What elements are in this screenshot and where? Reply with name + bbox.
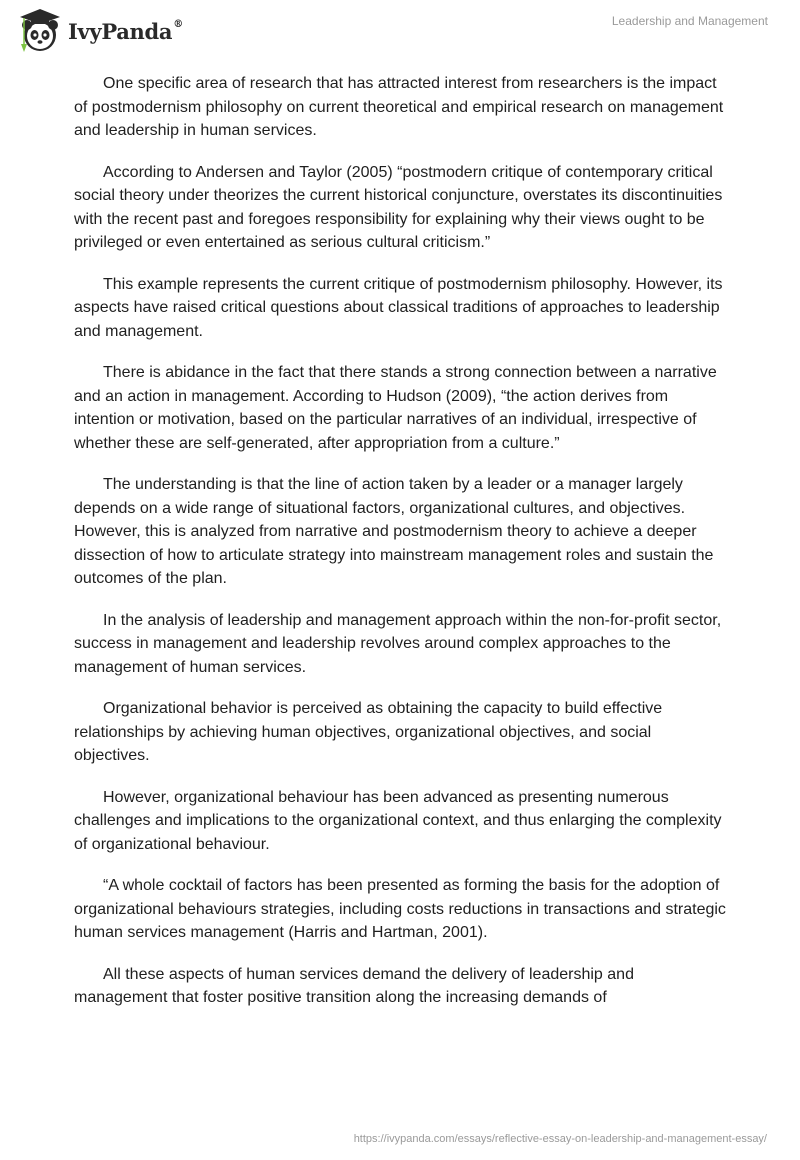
paragraph: Organizational behavior is perceived as obtaining the capacity to build effective relationships by achieving human objectives, organizational objectives, and social objectives. xyxy=(74,700,663,764)
paragraph: All these aspects of human services demand the delivery of leadership and management that foster positive transition along the increasing demands of xyxy=(74,965,634,1006)
essay-body xyxy=(74,72,730,1028)
paragraph: There is abidance in the fact that there stands a strong connection between a narrative and an action in management. According to Hudson (2009), “the action derives from intention or motivation, based on the particular narratives of an individual, irrespective of whether these are self-generated, after appropriation from a culture.” xyxy=(74,364,717,452)
brand-name: IvyPanda® xyxy=(68,18,183,44)
document-title: Leadership and Management xyxy=(611,14,768,28)
source-url[interactable]: https://ivypanda.com/essays/reflective-essay-on-leadership-and-management-essay/ xyxy=(353,1133,767,1145)
paragraph: In the analysis of leadership and management approach within the non-for-profit sector, success in management and leadership revolves around complex approaches to the management of human services. xyxy=(74,611,722,676)
paragraph: “A whole cocktail of factors has been presented as forming the basis for the adoption of organizational behaviours strategies, including costs reductions in transactions and strategic human services management (Harris and Hartman, 2001). xyxy=(74,877,726,941)
paragraph: This example represents the current critique of postmodernism philosophy. However, its aspects have raised critical questions about classical traditions of approaches to leadership and management. xyxy=(74,275,723,340)
paragraph: The understanding is that the line of action taken by a leader or a manager largely depends on a wide range of situational factors, organizational cultures, and objectives. However, this is analyzed from narrative and postmodernism theory to achieve a deeper dissection of how to articulate strategy into mainstream management roles and sustain the outcomes of the plan. xyxy=(74,476,714,587)
ivypanda-logo[interactable] xyxy=(16,6,183,56)
paragraph: According to Andersen and Taylor (2005) “postmodern critique of contemporary critical social theory under theorizes the current historical conjuncture, overstates its discontinuities with the recent past and foregoes responsibility for explaining why their views ought to be privileged or even entertained as serious cultural criticism.” xyxy=(74,163,723,251)
paragraph: However, organizational behaviour has been advanced as presenting numerous challenges and implications to the organizational context, and thus enlarging the complexity of organizational behaviour. xyxy=(74,788,722,853)
panda-graduate-icon xyxy=(16,8,62,54)
paragraph: One specific area of research that has attracted interest from researchers is the impact of postmodernism philosophy on current theoretical and empirical research on management and leadership in human services. xyxy=(74,75,724,139)
page-header xyxy=(0,0,800,60)
